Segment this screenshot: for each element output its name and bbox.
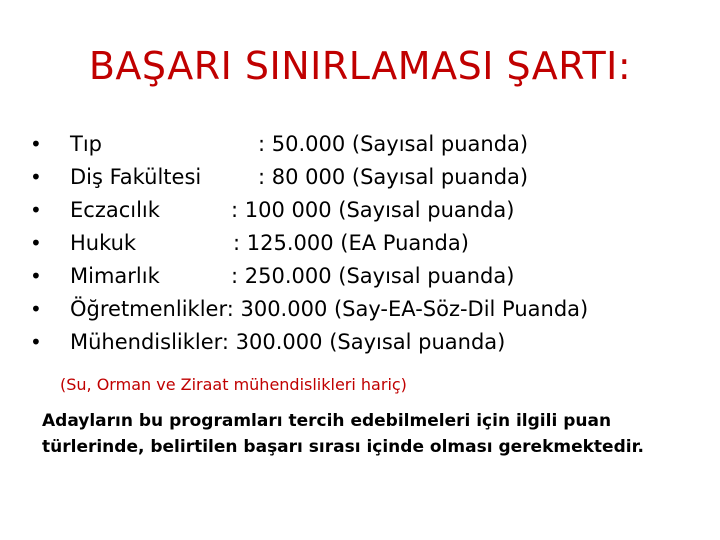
item-label: Mimarlık <box>70 264 160 288</box>
item-value: : 50.000 (Sayısal puanda) <box>258 132 529 156</box>
item-label: Hukuk <box>70 231 137 255</box>
item-value: : 80 000 (Sayısal puanda) <box>258 165 529 189</box>
bullet-icon: • <box>30 198 42 222</box>
bullet-icon: • <box>30 330 42 354</box>
item-label: Mühendislikler: 300.000 (Sayısal puanda) <box>70 330 506 354</box>
item-label: Tıp <box>70 132 102 156</box>
bullet-icon: • <box>30 132 42 156</box>
item-value: : 125.000 (EA Puanda) <box>233 231 469 255</box>
exception-note: (Su, Orman ve Ziraat mühendislikleri hariç) <box>60 375 407 394</box>
item-value: : 100 000 (Sayısal puanda) <box>231 198 515 222</box>
bullet-icon: • <box>30 165 42 189</box>
conclusion-text: Adayların bu programları tercih edebilmeleri için ilgili puan türlerinde, belirtilen başarı sırası içinde olması gerekmektedir. <box>42 411 644 457</box>
item-label: Eczacılık <box>70 198 160 222</box>
item-value: : 250.000 (Sayısal puanda) <box>231 264 515 288</box>
page-title: BAŞARI SINIRLAMASI ŞARTI: <box>88 44 632 88</box>
bullet-icon: • <box>30 264 42 288</box>
bullet-icon: • <box>30 231 42 255</box>
item-label: Öğretmenlikler: 300.000 (Say-EA-Söz-Dil Puanda) <box>70 297 589 321</box>
item-label: Diş Fakültesi <box>70 165 202 189</box>
bullet-icon: • <box>30 297 42 321</box>
